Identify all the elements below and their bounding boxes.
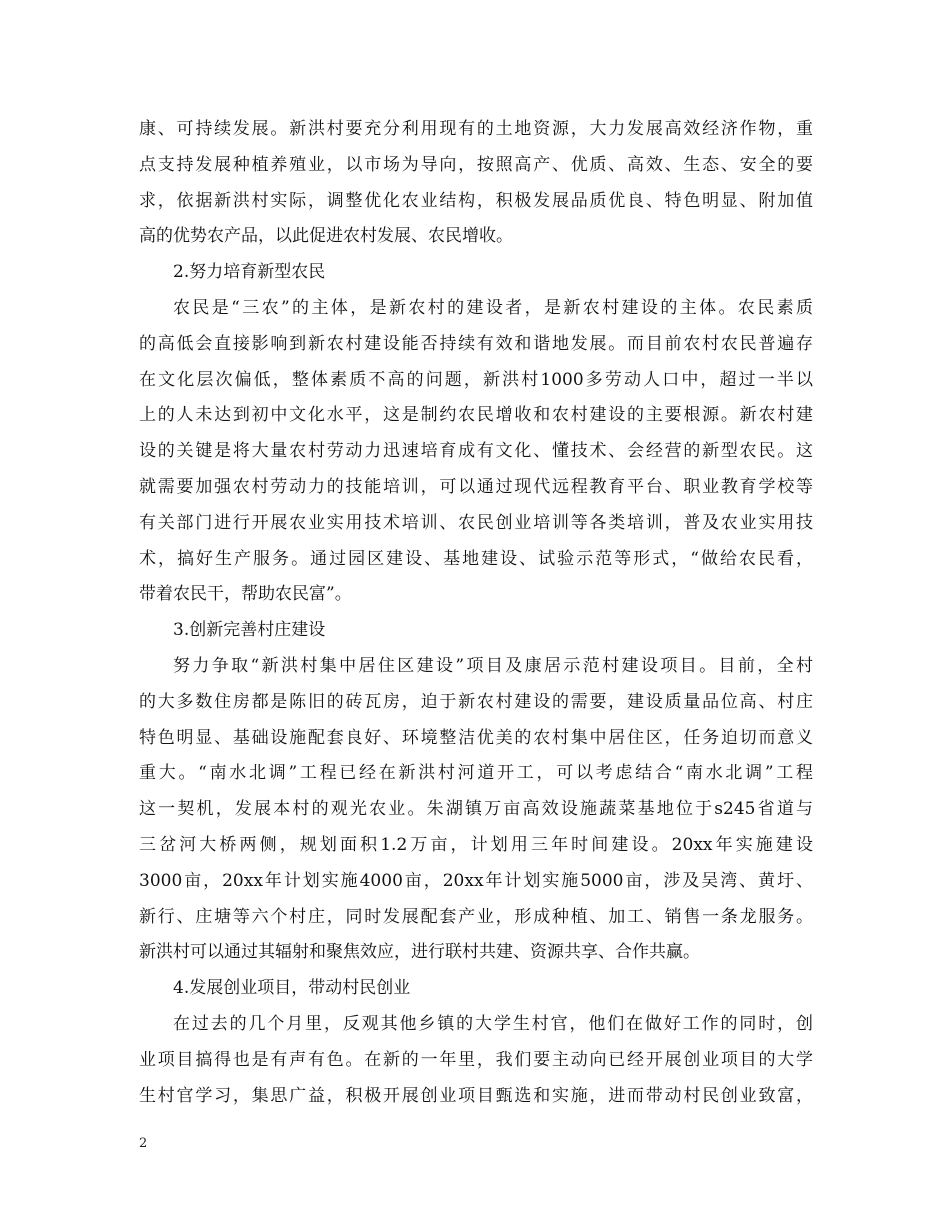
text-line: 3000亩，20xx年计划实施4000亩，20xx年计划实施5000亩，涉及吴湾、黄圩、 bbox=[139, 870, 813, 891]
section-heading: 3.创新完善村庄建设 bbox=[173, 620, 326, 641]
text-line: 求，依据新洪村实际，调整优化农业结构，积极发展品质优良、特色明显、附加值 bbox=[139, 190, 813, 211]
text-line: 新洪村可以通过其辐射和聚焦效应，进行联村共建、资源共享、合作共赢。 bbox=[139, 942, 700, 963]
text-line: 设的关键是将大量农村劳动力迅速培育成有文化、懂技术、会经营的新型农民。这 bbox=[139, 441, 813, 462]
text-line: 的高低会直接影响到新农村建设能否持续有效和谐地发展。而目前农村农民普遍存 bbox=[139, 333, 813, 354]
text-line: 这一契机，发展本村的观光农业。朱湖镇万亩高效设施蔬菜基地位于s245省道与 bbox=[139, 799, 813, 820]
text-line: 点支持发展种植养殖业，以市场为导向，按照高产、优质、高效、生态、安全的要 bbox=[139, 154, 813, 175]
text-line: 康、可持续发展。新洪村要充分利用现有的土地资源，大力发展高效经济作物，重 bbox=[139, 119, 813, 139]
section-heading: 4.发展创业项目，带动村民创业 bbox=[173, 978, 411, 999]
text-line: 三岔河大桥两侧，规划面积1.2万亩，计划用三年时间建设。20xx年实施建设 bbox=[139, 834, 813, 855]
text-line: 带着农民干，帮助农民富”。 bbox=[139, 584, 352, 605]
text-line: 有关部门进行开展农业实用技术培训、农民创业培训等各类培训，普及农业实用技 bbox=[139, 512, 813, 533]
page-number: 2 bbox=[139, 1136, 148, 1151]
text-line: 努力争取“新洪村集中居住区建设”项目及康居示范村建设项目。目前，全村 bbox=[173, 655, 813, 676]
text-line: 特色明显、基础设施配套良好、环境整洁优美的农村集中居住区，任务迫切而意义 bbox=[139, 727, 813, 748]
body-text bbox=[139, 112, 813, 1114]
text-line: 在过去的几个月里，反观其他乡镇的大学生村官，他们在做好工作的同时，创 bbox=[173, 1013, 813, 1034]
text-line: 的大多数住房都是陈旧的砖瓦房，迫于新农村建设的需要，建设质量品位高、村庄 bbox=[139, 691, 813, 712]
text-line: 业项目搞得也是有声有色。在新的一年里，我们要主动向已经开展创业项目的大学 bbox=[139, 1049, 813, 1070]
text-line: 术，搞好生产服务。通过园区建设、基地建设、试验示范等形式，“做给农民看， bbox=[139, 548, 813, 569]
text-line: 新行、庄塘等六个村庄，同时发展配套产业，形成种植、加工、销售一条龙服务。 bbox=[139, 906, 813, 927]
text-line: 重大。“南水北调”工程已经在新洪村河道开工，可以考虑结合“南水北调”工程 bbox=[139, 763, 813, 784]
text-line: 就需要加强农村劳动力的技能培训，可以通过现代远程教育平台、职业教育学校等 bbox=[139, 476, 813, 497]
text-line: 在文化层次偏低，整体素质不高的问题，新洪村1000多劳动人口中，超过一半以 bbox=[139, 369, 813, 390]
text-line: 上的人未达到初中文化水平，这是制约农民增收和农村建设的主要根源。新农村建 bbox=[139, 405, 813, 426]
text-line: 农民是“三农”的主体，是新农村的建设者，是新农村建设的主体。农民素质 bbox=[173, 297, 813, 318]
text-line: 生村官学习，集思广益，积极开展创业项目甄选和实施，进而带动村民创业致富， bbox=[139, 1085, 813, 1106]
section-heading: 2.努力培育新型农民 bbox=[173, 262, 326, 283]
text-line: 高的优势农产品，以此促进农村发展、农民增收。 bbox=[139, 226, 513, 247]
